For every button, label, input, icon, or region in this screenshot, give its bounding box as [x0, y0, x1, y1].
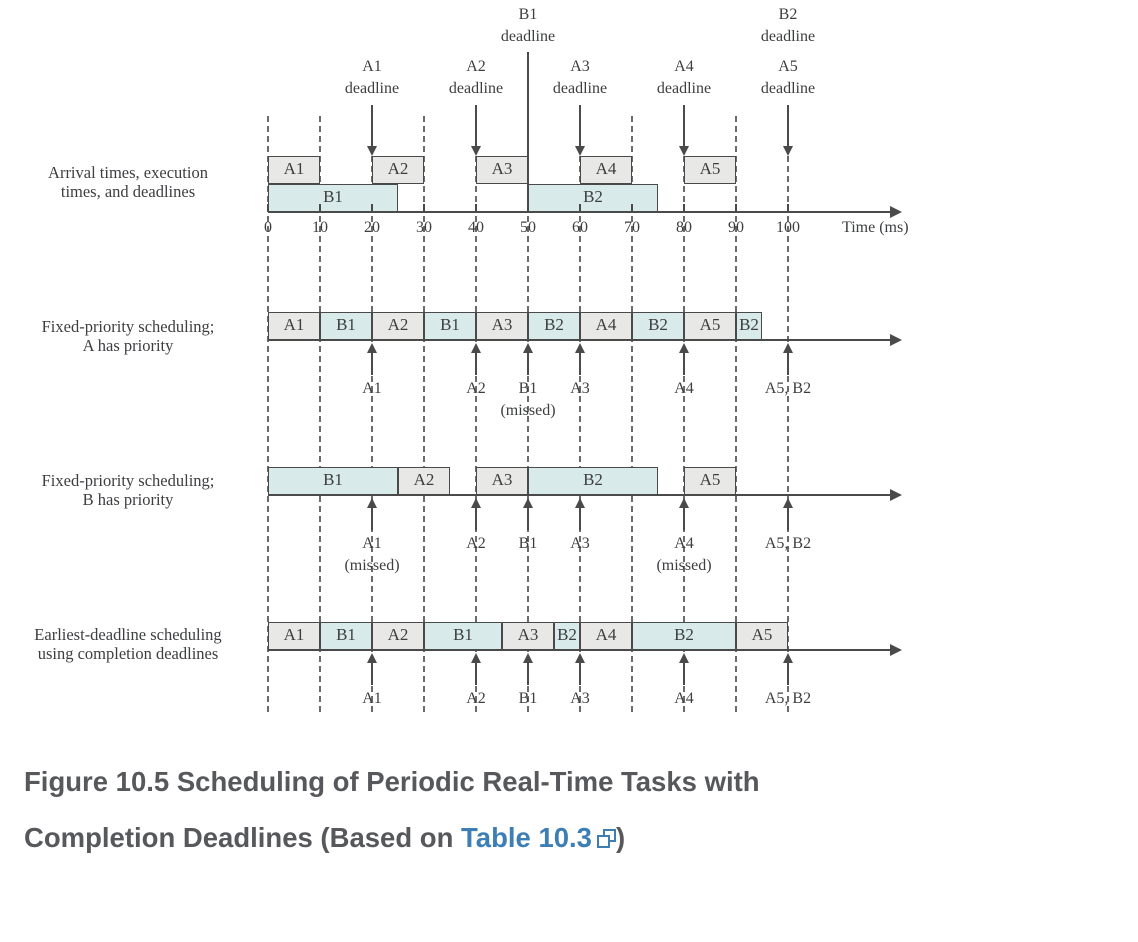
deadline-label-b2-task: B2 [778, 6, 798, 23]
checkpoint-arrowhead-fixed-priority-b-80 [679, 498, 689, 508]
deadline-arrowhead-a4 [679, 146, 689, 156]
tickmark-70 [631, 204, 633, 212]
checkpoint-label-fixed-priority-a-80: A4 [674, 380, 694, 397]
row-label-arrivals-line2: times, and deadlines [60, 182, 196, 201]
deadline-label-a5-task: A5 [778, 58, 798, 75]
checkpoint-arrowhead-earliest-deadline-100 [783, 653, 793, 663]
deadline-label-a1-task: A1 [362, 58, 382, 75]
tick-label-100: 100 [776, 219, 800, 236]
tickmark-90 [735, 204, 737, 212]
checkpoint-label-earliest-deadline-20: A1 [362, 690, 382, 707]
block-fixed-priority-b-A5: A5 [684, 467, 736, 495]
checkpoint-label-fixed-priority-a-40: A2 [466, 380, 486, 397]
caption-line2-suffix: ) [615, 822, 626, 853]
checkpoint-label-fixed-priority-a-100: A5, B2 [764, 380, 812, 397]
tickmark-80 [683, 204, 685, 212]
checkpoint-arrowhead-fixed-priority-b-40 [471, 498, 481, 508]
block-fixed-priority-a-B2: B2 [528, 312, 580, 340]
checkpoint-arrowhead-earliest-deadline-60 [575, 653, 585, 663]
block-earliest-deadline-B2: B2 [554, 622, 580, 650]
checkpoint-label-fixed-priority-b-100: A5, B2 [764, 535, 812, 552]
block-earliest-deadline-B1: B1 [320, 622, 372, 650]
deadline-label-a3-task: A3 [570, 58, 590, 75]
row-label-earliest-deadline-line1: Earliest-deadline scheduling [34, 625, 222, 644]
deadline-arrow-stem-a4 [683, 105, 685, 148]
block-fixed-priority-a-B1: B1 [320, 312, 372, 340]
deadline-line-b1 [527, 52, 529, 212]
tickmark-100 [787, 204, 789, 212]
deadline-label-b1-task: B1 [518, 6, 538, 23]
row-label-fixed-priority-b-line1: Fixed-priority scheduling; [41, 471, 215, 490]
deadline-label-a2-sub: deadline [448, 80, 504, 97]
block-earliest-deadline-B2: B2 [632, 622, 736, 650]
checkpoint-arrowhead-fixed-priority-b-60 [575, 498, 585, 508]
checkpoint-arrowhead-earliest-deadline-80 [679, 653, 689, 663]
deadline-arrow-stem-a3 [579, 105, 581, 148]
deadline-arrowhead-a2 [471, 146, 481, 156]
figure-caption [24, 764, 1104, 876]
tickmark-0 [267, 204, 269, 212]
row-label-arrivals [2, 163, 254, 201]
checkpoint-missed-fixed-priority-a-50: (missed) [500, 402, 556, 419]
tick-label-20: 20 [364, 219, 380, 236]
row-label-fixed-priority-a [2, 317, 254, 355]
axis-arrowhead-earliest-deadline [890, 644, 902, 656]
checkpoint-label-fixed-priority-a-60: A3 [570, 380, 590, 397]
checkpoint-label-fixed-priority-b-40: A2 [466, 535, 486, 552]
checkpoint-arrowhead-fixed-priority-a-100 [783, 343, 793, 353]
checkpoint-arrowhead-earliest-deadline-50 [523, 653, 533, 663]
deadline-label-a4-task: A4 [674, 58, 694, 75]
block-fixed-priority-a-B2: B2 [736, 312, 762, 340]
checkpoint-label-fixed-priority-b-60: A3 [570, 535, 590, 552]
checkpoint-missed-fixed-priority-b-80: (missed) [656, 557, 712, 574]
block-arrivals-B1: B1 [268, 184, 398, 212]
block-fixed-priority-a-A1: A1 [268, 312, 320, 340]
deadline-label-a2-task: A2 [466, 58, 486, 75]
tick-label-90: 90 [728, 219, 744, 236]
tick-label-60: 60 [572, 219, 588, 236]
checkpoint-label-earliest-deadline-100: A5, B2 [764, 690, 812, 707]
deadline-label-b1 [463, 4, 593, 48]
checkpoint-label-fixed-priority-a-50: B1 [518, 380, 538, 397]
axis-arrowhead-fixed-priority-a [890, 334, 902, 346]
block-fixed-priority-a-A3: A3 [476, 312, 528, 340]
row-label-earliest-deadline-line2: using completion deadlines [37, 644, 219, 663]
deadline-label-a1-sub: deadline [344, 80, 400, 97]
tick-label-40: 40 [468, 219, 484, 236]
checkpoint-arrowhead-fixed-priority-b-50 [523, 498, 533, 508]
row-label-fixed-priority-a-line1: Fixed-priority scheduling; [41, 317, 215, 336]
checkpoint-missed-fixed-priority-b-20: (missed) [344, 557, 400, 574]
deadline-arrow-stem-a1 [371, 105, 373, 148]
checkpoint-label-fixed-priority-b-20: A1 [362, 535, 382, 552]
caption-line2-prefix: Completion Deadlines (Based on [24, 822, 462, 853]
block-fixed-priority-b-A2: A2 [398, 467, 450, 495]
caption-line2 [24, 820, 1104, 856]
deadline-label-a5-sub: deadline [760, 80, 816, 97]
tickmark-10 [319, 204, 321, 212]
checkpoint-arrowhead-fixed-priority-b-100 [783, 498, 793, 508]
tick-label-10: 10 [312, 219, 328, 236]
block-fixed-priority-a-B2: B2 [632, 312, 684, 340]
tickmark-40 [475, 204, 477, 212]
block-fixed-priority-a-B1: B1 [424, 312, 476, 340]
row-label-fixed-priority-b-line2: B has priority [82, 490, 174, 509]
block-arrivals-A3: A3 [476, 156, 528, 184]
block-fixed-priority-a-A2: A2 [372, 312, 424, 340]
tickmark-20 [371, 204, 373, 212]
tickmark-30 [423, 204, 425, 212]
checkpoint-label-fixed-priority-b-50: B1 [518, 535, 538, 552]
axis-arrowhead-fixed-priority-b [890, 489, 902, 501]
deadline-arrowhead-a5 [783, 146, 793, 156]
row-label-fixed-priority-b [2, 471, 254, 509]
caption-line1: Figure 10.5 Scheduling of Periodic Real-Time Tasks with [24, 766, 760, 797]
deadline-label-b2-sub: deadline [760, 28, 816, 45]
block-arrivals-A4: A4 [580, 156, 632, 184]
tick-label-50: 50 [520, 219, 536, 236]
deadline-arrowhead-a3 [575, 146, 585, 156]
block-fixed-priority-b-B1: B1 [268, 467, 398, 495]
block-earliest-deadline-A2: A2 [372, 622, 424, 650]
block-arrivals-A5: A5 [684, 156, 736, 184]
tick-label-80: 80 [676, 219, 692, 236]
axis-arrowhead-arrivals [890, 206, 902, 218]
block-arrivals-A1: A1 [268, 156, 320, 184]
checkpoint-arrowhead-fixed-priority-a-80 [679, 343, 689, 353]
row-label-arrivals-line1: Arrival times, execution [48, 163, 208, 182]
deadline-arrow-stem-a2 [475, 105, 477, 148]
checkpoint-label-earliest-deadline-50: B1 [518, 690, 538, 707]
checkpoint-label-earliest-deadline-40: A2 [466, 690, 486, 707]
block-arrivals-A2: A2 [372, 156, 424, 184]
row-label-fixed-priority-a-line2: A has priority [82, 336, 174, 355]
checkpoint-label-fixed-priority-a-20: A1 [362, 380, 382, 397]
block-fixed-priority-a-A5: A5 [684, 312, 736, 340]
block-fixed-priority-b-B2: B2 [528, 467, 658, 495]
deadline-label-b2 [723, 4, 853, 48]
block-earliest-deadline-A4: A4 [580, 622, 632, 650]
block-earliest-deadline-A1: A1 [268, 622, 320, 650]
checkpoint-arrowhead-fixed-priority-b-20 [367, 498, 377, 508]
block-fixed-priority-b-A3: A3 [476, 467, 528, 495]
checkpoint-arrowhead-earliest-deadline-20 [367, 653, 377, 663]
deadline-arrowhead-a1 [367, 146, 377, 156]
checkpoint-label-earliest-deadline-80: A4 [674, 690, 694, 707]
tick-label-30: 30 [416, 219, 432, 236]
deadline-label-b1-sub: deadline [500, 28, 556, 45]
block-arrivals-B2: B2 [528, 184, 658, 212]
tick-label-70: 70 [624, 219, 640, 236]
deadline-arrow-stem-a5 [787, 105, 789, 148]
checkpoint-arrowhead-fixed-priority-a-20 [367, 343, 377, 353]
block-earliest-deadline-B1: B1 [424, 622, 502, 650]
block-earliest-deadline-A5: A5 [736, 622, 788, 650]
deadline-label-a5 [723, 56, 853, 100]
tick-label-0: 0 [264, 219, 272, 236]
deadline-label-a4-sub: deadline [656, 80, 712, 97]
checkpoint-arrowhead-fixed-priority-a-50 [523, 343, 533, 353]
popup-window-icon[interactable] [596, 829, 616, 849]
block-earliest-deadline-A3: A3 [502, 622, 554, 650]
checkpoint-arrowhead-earliest-deadline-40 [471, 653, 481, 663]
checkpoint-label-fixed-priority-b-80: A4 [674, 535, 694, 552]
deadline-label-a3-sub: deadline [552, 80, 608, 97]
tickmark-60 [579, 204, 581, 212]
checkpoint-arrowhead-fixed-priority-a-60 [575, 343, 585, 353]
checkpoint-label-earliest-deadline-60: A3 [570, 690, 590, 707]
table-10-3-link[interactable]: Table 10.3 [461, 822, 592, 853]
row-label-earliest-deadline [2, 625, 254, 663]
checkpoint-arrowhead-fixed-priority-a-40 [471, 343, 481, 353]
time-axis-label: Time (ms) [842, 219, 909, 236]
block-fixed-priority-a-A4: A4 [580, 312, 632, 340]
